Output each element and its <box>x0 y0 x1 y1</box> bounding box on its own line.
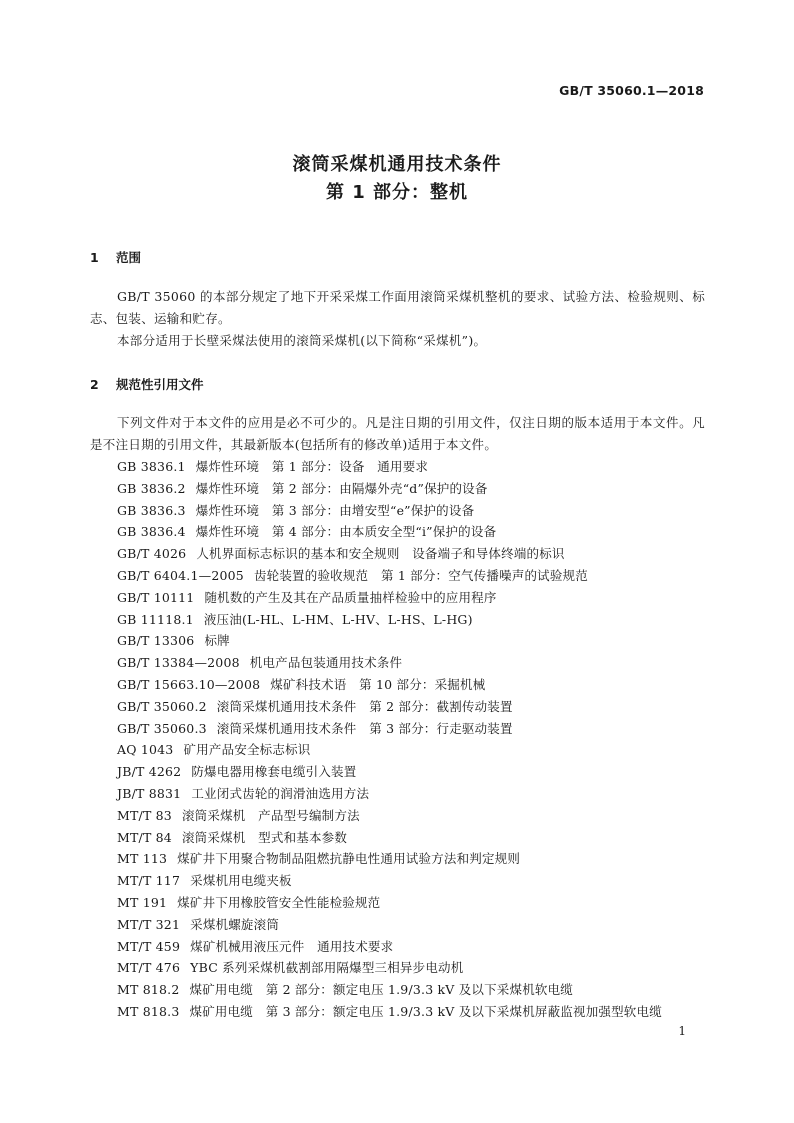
reference-code: GB 11118.1 <box>117 611 194 627</box>
reference-item <box>117 565 662 587</box>
reference-title: 爆炸性环境 第 3 部分：由增安型“e”保护的设备 <box>195 502 475 518</box>
reference-item <box>117 957 662 979</box>
document-subtitle: 第 1 部分：整机 <box>325 182 469 203</box>
reference-item <box>117 630 662 652</box>
reference-code: GB 3836.4 <box>117 524 186 540</box>
reference-code: GB 3836.2 <box>117 480 186 496</box>
page-number: 1 <box>678 1024 686 1038</box>
reference-code: MT 818.2 <box>117 982 180 998</box>
reference-title: 滚筒采煤机通用技术条件 第 2 部分：截割传动装置 <box>216 698 513 714</box>
reference-code: GB/T 35060.2 <box>117 698 207 714</box>
reference-title: 齿轮装置的验收规范 第 1 部分：空气传播噪声的试验规范 <box>253 567 588 583</box>
reference-item <box>117 674 662 696</box>
reference-code: GB/T 13306 <box>117 633 195 649</box>
reference-code: AQ 1043 <box>117 742 174 758</box>
reference-item <box>117 783 662 805</box>
reference-title: 煤矿机械用液压元件 通用技术要求 <box>190 938 394 954</box>
reference-item <box>117 848 662 870</box>
reference-code: GB/T 4026 <box>117 546 187 562</box>
reference-code: MT/T 321 <box>117 916 181 932</box>
reference-title: 采煤机用电缆夹板 <box>190 873 292 889</box>
reference-item <box>117 456 662 478</box>
reference-item <box>117 870 662 892</box>
reference-title: 滚筒采煤机 产品型号编制方法 <box>181 807 360 823</box>
reference-title: 煤矿用电缆 第 2 部分：额定电压 1.9/3.3 kV 及以下采煤机软电缆 <box>189 982 573 998</box>
reference-title: 人机界面标志标识的基本和安全规则 设备端子和导体终端的标识 <box>196 546 565 562</box>
reference-item <box>117 478 662 500</box>
reference-item <box>117 979 662 1001</box>
reference-code: MT/T 83 <box>117 807 172 823</box>
reference-title: 爆炸性环境 第 4 部分：由本质安全型“i”保护的设备 <box>195 524 497 540</box>
reference-code: MT 113 <box>117 851 168 867</box>
references-intro-paragraph: 下列文件对于本文件的应用是必不可少的。凡是注日期的引用文件，仅注日期的版本适用于本文件。凡是不注日期的引用文件，其最新版本(包括所有的修改单)适用于本文件。 <box>90 415 705 452</box>
reference-title: 矿用产品安全标志标识 <box>183 742 311 758</box>
reference-code: GB/T 6404.1—2005 <box>117 567 244 583</box>
reference-title: 采煤机螺旋滚筒 <box>190 916 280 932</box>
reference-title: 爆炸性环境 第 1 部分：设备 通用要求 <box>195 459 429 474</box>
reference-title: 标牌 <box>204 633 230 649</box>
section-2-heading <box>90 375 204 393</box>
reference-item <box>117 761 662 783</box>
reference-title: 煤矿井下用橡胶管安全性能检验规范 <box>177 894 381 910</box>
reference-item <box>117 1001 662 1023</box>
reference-code: GB 3836.1 <box>117 459 186 474</box>
reference-code: GB/T 35060.3 <box>117 720 207 736</box>
reference-item <box>117 500 662 522</box>
reference-code: JB/T 4262 <box>117 764 182 780</box>
reference-code: MT 818.3 <box>117 1003 180 1019</box>
section-number: 1 <box>90 250 99 265</box>
reference-title: 煤矿用电缆 第 3 部分：额定电压 1.9/3.3 kV 及以下采煤机屏蔽监视加强型软电缆 <box>189 1003 662 1019</box>
reference-title: 工业闭式齿轮的润滑油选用方法 <box>191 785 370 801</box>
scope-paragraph: GB/T 35060 的本部分规定了地下开采采煤工作面用滚筒采煤机整机的要求、试验方法、检验规则、标志、包装、运输和贮存。 <box>90 289 705 326</box>
reference-item <box>117 739 662 761</box>
reference-title: 滚筒采煤机通用技术条件 第 3 部分：行走驱动装置 <box>216 720 513 736</box>
reference-list <box>117 456 662 1023</box>
standard-code: GB/T 35060.1—2018 <box>559 83 704 98</box>
reference-title: 煤矿科技术语 第 10 部分：采掘机械 <box>270 676 486 692</box>
reference-code: JB/T 8831 <box>117 785 182 801</box>
reference-title: 防爆电器用橡套电缆引入装置 <box>191 764 357 780</box>
reference-code: MT/T 84 <box>117 829 172 845</box>
reference-item <box>117 521 662 543</box>
reference-item <box>117 805 662 827</box>
reference-title: 液压油(L-HL、L-HM、L-HV、L-HS、L-HG) <box>203 611 473 627</box>
reference-title: 机电产品包装通用技术条件 <box>249 655 403 671</box>
reference-code: GB/T 13384—2008 <box>117 655 240 671</box>
reference-code: MT/T 476 <box>117 960 181 976</box>
document-title: 滚筒采煤机通用技术条件 <box>292 154 502 175</box>
reference-title: 爆炸性环境 第 2 部分：由隔爆外壳“d”保护的设备 <box>195 480 488 496</box>
reference-item <box>117 936 662 958</box>
section-1-heading <box>90 248 141 266</box>
reference-code: MT/T 117 <box>117 873 181 889</box>
reference-item <box>117 587 662 609</box>
reference-title: 滚筒采煤机 型式和基本参数 <box>181 829 348 845</box>
reference-item <box>117 652 662 674</box>
section-number: 2 <box>90 377 99 392</box>
reference-code: GB/T 15663.10—2008 <box>117 676 261 692</box>
reference-code: GB/T 10111 <box>117 589 195 605</box>
scope-applicability-paragraph: 本部分适用于长壁采煤法使用的滚筒采煤机(以下简称“采煤机”)。 <box>117 333 487 348</box>
reference-item <box>117 609 662 631</box>
reference-code: MT 191 <box>117 894 168 910</box>
reference-title: 随机数的产生及其在产品质量抽样检验中的应用程序 <box>204 589 497 605</box>
reference-item <box>117 892 662 914</box>
reference-title: YBC 系列采煤机截割部用隔爆型三相异步电动机 <box>190 960 464 976</box>
reference-title: 煤矿井下用聚合物制品阻燃抗静电性通用试验方法和判定规则 <box>177 851 521 867</box>
section-title: 规范性引用文件 <box>116 377 204 392</box>
section-title: 范围 <box>116 250 142 265</box>
reference-item <box>117 543 662 565</box>
reference-item <box>117 827 662 849</box>
reference-item <box>117 718 662 740</box>
reference-code: MT/T 459 <box>117 938 181 954</box>
reference-code: GB 3836.3 <box>117 502 186 518</box>
reference-item <box>117 696 662 718</box>
reference-item <box>117 914 662 936</box>
